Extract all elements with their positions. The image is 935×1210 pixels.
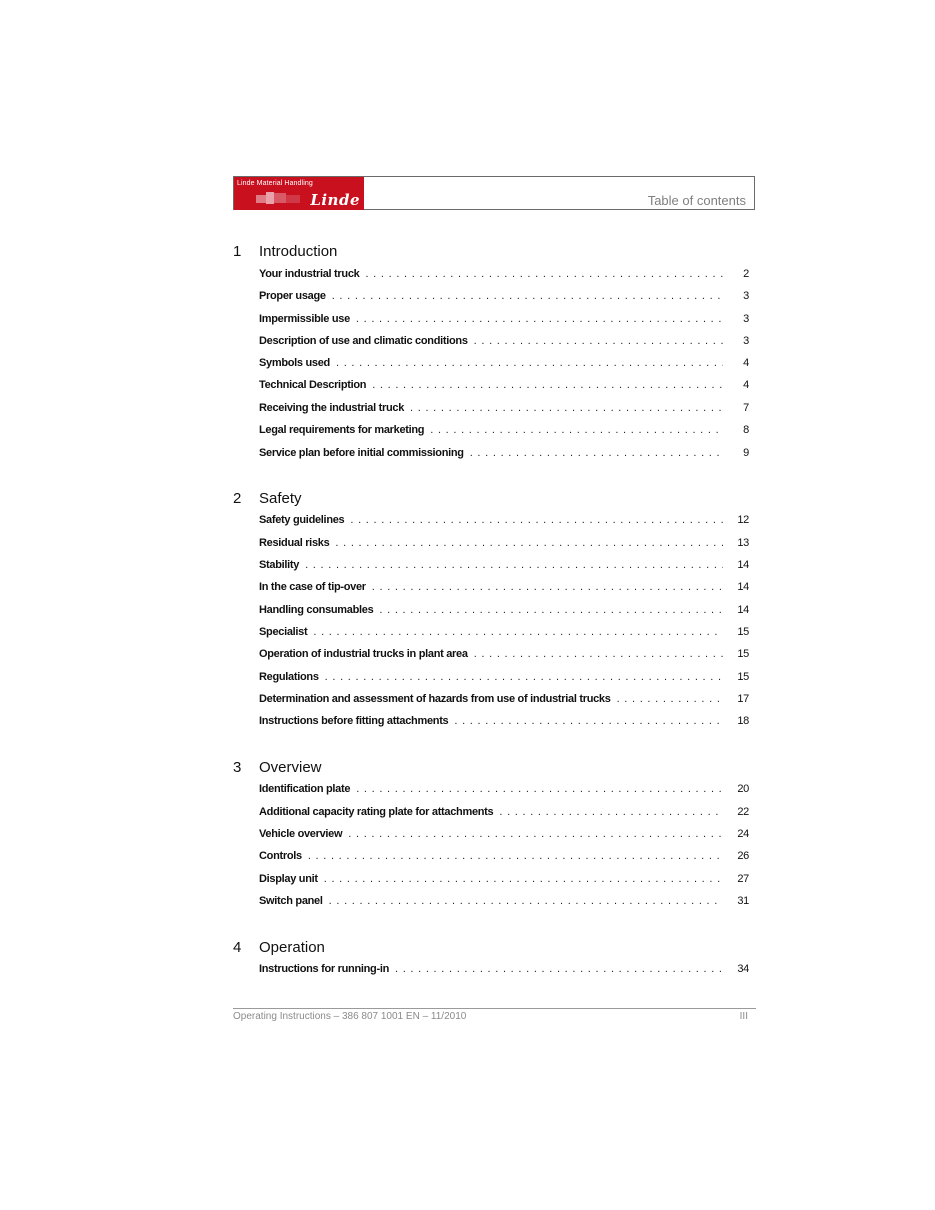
toc-entry-page: 2 <box>743 268 749 280</box>
toc-entry[interactable] <box>259 626 749 642</box>
toc-entry-label: Operation of industrial trucks in plant area <box>259 648 468 660</box>
toc-entry-label: Stability <box>259 559 300 571</box>
toc-entry-label: Instructions for running-in <box>259 963 389 975</box>
section-heading-introduction[interactable] <box>233 243 337 260</box>
toc-entry[interactable] <box>259 715 749 731</box>
leader-dots <box>356 783 723 795</box>
toc-entry-label: Determination and assessment of hazards from use of industrial trucks <box>259 693 611 705</box>
toc-entry-page: 13 <box>737 537 749 549</box>
logo-decor-square <box>266 192 274 204</box>
logo-decor-square <box>274 193 286 203</box>
toc-entry-label: Specialist <box>259 626 308 638</box>
toc-entry[interactable] <box>259 424 749 440</box>
section-title: Safety <box>259 490 302 507</box>
leader-dots <box>372 379 723 391</box>
toc-entry[interactable] <box>259 895 749 911</box>
toc-entry-page: 7 <box>743 402 749 414</box>
toc-entry[interactable] <box>259 850 749 866</box>
toc-entry-label: Proper usage <box>259 290 326 302</box>
page-header <box>233 176 755 210</box>
toc-entry-page: 3 <box>743 313 749 325</box>
section-number: 4 <box>233 939 242 956</box>
toc-entry[interactable] <box>259 514 749 530</box>
logo-company-name: Linde Material Handling <box>237 180 313 187</box>
toc-entry[interactable] <box>259 671 749 687</box>
toc-entry-label: Regulations <box>259 671 319 683</box>
toc-entry-label: Legal requirements for marketing <box>259 424 425 436</box>
toc-entry-label: Switch panel <box>259 895 323 907</box>
toc-entry-label: Instructions before fitting attachments <box>259 715 449 727</box>
toc-entry[interactable] <box>259 447 749 463</box>
section-title: Overview <box>259 759 322 776</box>
toc-entry-page: 20 <box>737 783 749 795</box>
footer-page-number: III <box>739 1011 748 1022</box>
section-number: 2 <box>233 490 242 507</box>
logo-decor-square <box>256 195 266 203</box>
footer-document-info: Operating Instructions – 386 807 1001 EN – 11/2010 <box>233 1011 467 1022</box>
toc-entry[interactable] <box>259 581 749 597</box>
toc-entry[interactable] <box>259 357 749 373</box>
toc-entry-label: Controls <box>259 850 302 862</box>
leader-dots <box>332 290 723 302</box>
toc-entry[interactable] <box>259 313 749 329</box>
leader-dots <box>348 828 723 840</box>
toc-entry-page: 18 <box>737 715 749 727</box>
toc-entry-label: Handling consumables <box>259 604 374 616</box>
toc-entry-label: Description of use and climatic conditions <box>259 335 468 347</box>
toc-entry[interactable] <box>259 873 749 889</box>
toc-entry-page: 14 <box>737 581 749 593</box>
leader-dots <box>474 335 723 347</box>
section-title: Introduction <box>259 243 338 260</box>
toc-entry-page: 27 <box>737 873 749 885</box>
toc-entry-page: 15 <box>737 671 749 683</box>
toc-entry-page: 34 <box>737 963 749 975</box>
toc-entry[interactable] <box>259 783 749 799</box>
leader-dots <box>308 850 723 862</box>
leader-dots <box>350 514 723 526</box>
toc-entry-page: 31 <box>737 895 749 907</box>
logo-brand-wordmark: Linde <box>310 191 360 209</box>
section-number: 1 <box>233 243 242 260</box>
leader-dots <box>474 648 723 660</box>
toc-entry[interactable] <box>259 806 749 822</box>
section-heading-operation[interactable] <box>233 939 325 956</box>
toc-entry-page: 4 <box>743 379 749 391</box>
toc-entry[interactable] <box>259 963 749 979</box>
leader-dots <box>356 313 723 325</box>
toc-entry[interactable] <box>259 693 749 709</box>
leader-dots <box>372 581 723 593</box>
toc-entry-page: 12 <box>737 514 749 526</box>
leader-dots <box>336 357 723 369</box>
leader-dots <box>454 715 723 727</box>
toc-entry[interactable] <box>259 648 749 664</box>
toc-entry-label: Safety guidelines <box>259 514 345 526</box>
toc-entry-label: Display unit <box>259 873 318 885</box>
toc-entry-label: Receiving the industrial truck <box>259 402 405 414</box>
toc-entry-page: 9 <box>743 447 749 459</box>
page-title: Table of contents <box>647 193 746 208</box>
toc-entry-page: 15 <box>737 648 749 660</box>
toc-entry-label: Impermissible use <box>259 313 350 325</box>
section-heading-overview[interactable] <box>233 759 322 776</box>
leader-dots <box>410 402 723 414</box>
leader-dots <box>324 873 723 885</box>
section-number: 3 <box>233 759 242 776</box>
logo-decor-square <box>286 195 300 203</box>
toc-entry-page: 24 <box>737 828 749 840</box>
toc-entry-label: Service plan before initial commissioning <box>259 447 464 459</box>
leader-dots <box>305 559 723 571</box>
leader-dots <box>329 895 723 907</box>
toc-entry[interactable] <box>259 268 749 284</box>
toc-entry-label: Vehicle overview <box>259 828 343 840</box>
toc-entry-page: 26 <box>737 850 749 862</box>
leader-dots <box>470 447 723 459</box>
toc-entry-label: Additional capacity rating plate for attachments <box>259 806 494 818</box>
toc-entry-page: 3 <box>743 335 749 347</box>
toc-entry[interactable] <box>259 290 749 306</box>
section-heading-safety[interactable] <box>233 490 302 507</box>
leader-dots <box>617 693 723 705</box>
section-title: Operation <box>259 939 325 956</box>
toc-entry-label: Technical Description <box>259 379 367 391</box>
toc-entry[interactable] <box>259 604 749 620</box>
footer-divider <box>233 1008 756 1009</box>
toc-entry-page: 15 <box>737 626 749 638</box>
leader-dots <box>379 604 723 616</box>
toc-entry-label: Symbols used <box>259 357 330 369</box>
toc-entry[interactable] <box>259 537 749 553</box>
toc-entry-page: 14 <box>737 559 749 571</box>
toc-entry[interactable] <box>259 402 749 418</box>
toc-entry-page: 17 <box>737 693 749 705</box>
toc-entry-page: 22 <box>737 806 749 818</box>
leader-dots <box>499 806 723 818</box>
toc-entry-page: 8 <box>743 424 749 436</box>
toc-entry-page: 14 <box>737 604 749 616</box>
leader-dots <box>430 424 723 436</box>
leader-dots <box>325 671 723 683</box>
leader-dots <box>365 268 723 280</box>
leader-dots <box>395 963 723 975</box>
toc-entry-page: 3 <box>743 290 749 302</box>
toc-entry[interactable] <box>259 335 749 351</box>
toc-entry-label: Identification plate <box>259 783 351 795</box>
linde-logo <box>234 177 364 210</box>
toc-entry[interactable] <box>259 828 749 844</box>
toc-entry-label: Your industrial truck <box>259 268 360 280</box>
toc-entry-label: In the case of tip-over <box>259 581 366 593</box>
toc-entry[interactable] <box>259 379 749 395</box>
leader-dots <box>335 537 723 549</box>
leader-dots <box>313 626 723 638</box>
toc-entry[interactable] <box>259 559 749 575</box>
toc-entry-label: Residual risks <box>259 537 330 549</box>
toc-entry-page: 4 <box>743 357 749 369</box>
